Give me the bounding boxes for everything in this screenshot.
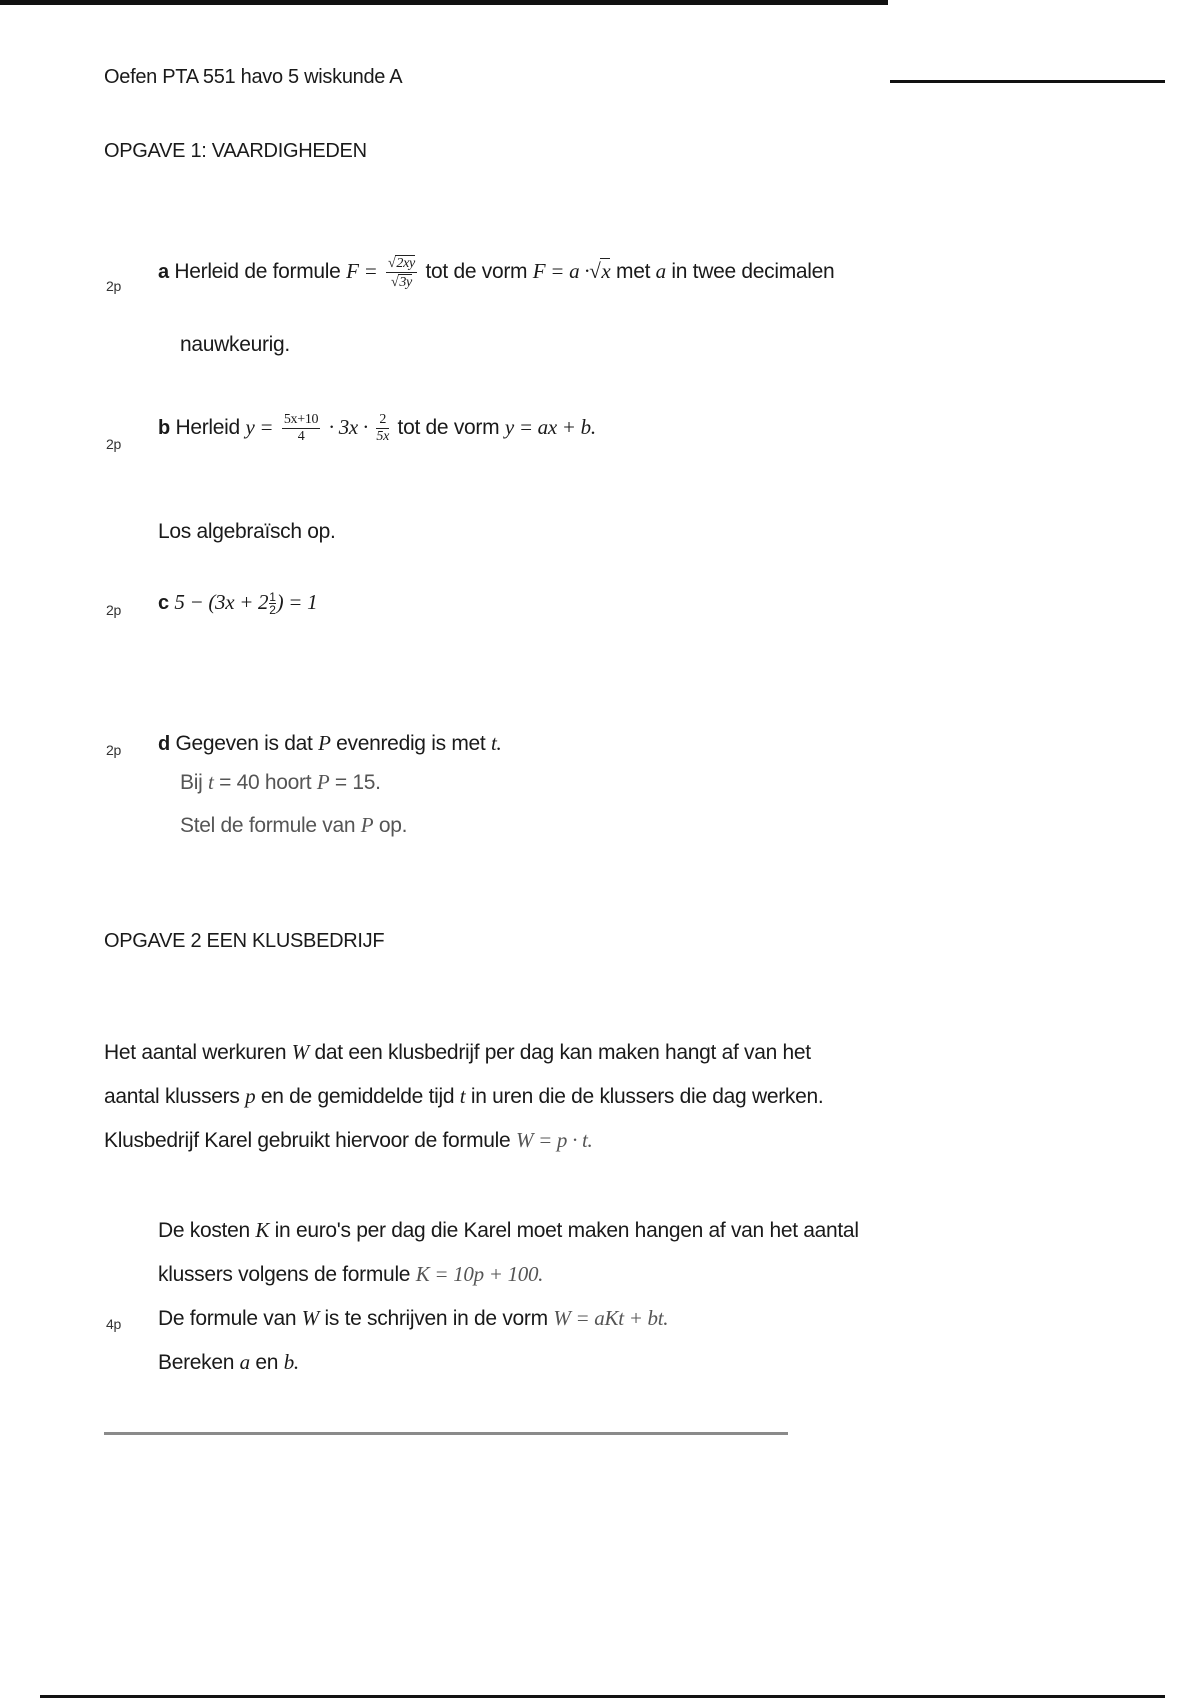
intro-l3a: Klusbedrijf Karel gebruikt hiervoor de formule (104, 1129, 511, 1152)
intro-l1a: Het aantal werkuren (104, 1041, 287, 1064)
q2-l1a: De kosten (158, 1219, 250, 1242)
intro-l2a: aantal klussers (104, 1085, 240, 1108)
question-c-eq-end: ) = 1 (276, 590, 318, 614)
question-d-l2-P: P (316, 770, 330, 794)
question-a-var: a (655, 259, 666, 284)
intro-l1b: dat een klusbedrijf per dag kan maken hangt af van het (314, 1041, 811, 1064)
question-d-l2b: = 40 hoort (219, 771, 312, 794)
question-d-letter: d (158, 733, 170, 755)
question-b-eq2: y = ax + b. (504, 415, 596, 440)
intro-line2 (104, 1084, 823, 1109)
question-b-frac1-num: 5x+10 (282, 412, 320, 429)
question-b-fraction1 (282, 412, 320, 445)
question-c-mixed-fraction (269, 591, 275, 616)
question-c-points: 2p (106, 602, 121, 618)
question-c-letter: c (158, 592, 169, 614)
question-b-frac1-den: 4 (297, 429, 305, 445)
intro-l2c: in uren die de klussers die dag werken. (470, 1085, 824, 1108)
question-a-frac-num: 2xy (396, 256, 415, 271)
question-b-fraction2 (376, 412, 389, 445)
question-b-eq1: y = (245, 415, 274, 440)
question-d-l1b: evenredig is met (336, 732, 486, 755)
q2-l2-formula: K = 10p + 100. (415, 1262, 544, 1286)
q2-l3-formula: W = aKt + bt. (553, 1306, 669, 1330)
question-c-eq-start: 5 − (3x + 2 (174, 590, 269, 614)
q2-l4a: Bereken (158, 1351, 235, 1374)
intro-l2-p: p (245, 1084, 256, 1108)
question-d-l1-t: t. (490, 731, 502, 755)
opgave1-heading: OPGAVE 1: VAARDIGHEDEN (104, 140, 367, 162)
section-divider (104, 1432, 788, 1435)
q2-l1b: in euro's per dag die Karel moet maken hangen af van het aantal (274, 1219, 859, 1242)
q2-l3b: is te schrijven in de vorm (324, 1307, 548, 1330)
q2-l4b: en (255, 1351, 279, 1374)
question-d-points: 2p (106, 742, 121, 758)
question-b-frac2-num: 2 (376, 412, 389, 429)
q2-l2a: klussers volgens de formule (158, 1263, 411, 1286)
question-a-text3: met (616, 260, 651, 284)
question-d-l3-P: P (360, 813, 374, 837)
bottom-border-line (40, 1695, 1165, 1698)
question-a-text1: Herleid de formule (174, 260, 341, 284)
instruction-text: Los algebraïsch op. (158, 520, 336, 543)
question-c-mixed-den: 2 (269, 602, 276, 617)
question-a-frac-den: 3y (399, 275, 412, 291)
question-a-eq1: F = (346, 259, 378, 284)
intro-l1-W: W (291, 1040, 309, 1064)
question2-line2 (158, 1262, 543, 1287)
question-d-l2-t: t (208, 770, 214, 794)
question-b-frac2-den: 5x (376, 429, 389, 445)
question-a-letter: a (158, 261, 169, 284)
question-d-line1 (158, 731, 501, 756)
question-d-l1a: Gegeven is dat (175, 732, 313, 755)
q2-l4-b: b. (283, 1350, 299, 1374)
question-a-sqrt-arg: x (601, 259, 611, 284)
question-c-mixed-num: 1 (269, 589, 276, 604)
question-b-text2: tot de vorm (397, 416, 500, 440)
question-a-text4: in twee decimalen (671, 260, 835, 284)
question-b-points: 2p (106, 436, 121, 452)
question2-line1 (158, 1218, 859, 1243)
question-b-text1: Herleid (175, 416, 240, 440)
opgave2-heading: OPGAVE 2 EEN KLUSBEDRIJF (104, 930, 385, 952)
question-d-line3 (180, 813, 407, 838)
question-a-fraction: $\frac{√2xy}{√3y}$ (388, 256, 415, 291)
question2-line3 (158, 1306, 668, 1331)
intro-l2b: en de gemiddelde tijd (260, 1085, 455, 1108)
question-a-line2: nauwkeurig. (180, 333, 290, 356)
intro-line1 (104, 1040, 811, 1065)
q2-l3a: De formule van (158, 1307, 297, 1330)
question-b (158, 412, 596, 445)
intro-l2-t: t (459, 1084, 466, 1108)
question-d-l2a: Bij (180, 771, 203, 794)
intro-l3-formula: W = p · t. (515, 1128, 593, 1152)
header-name-line (890, 80, 1165, 83)
question-d-l2c: = 15. (334, 771, 381, 794)
page-title: Oefen PTA 551 havo 5 wiskunde A (104, 66, 403, 88)
question-d-l3a: Stel de formule van (180, 814, 356, 837)
question-c (158, 590, 317, 616)
question-a-text2: tot de vorm (425, 260, 528, 284)
question-b-letter: b (158, 417, 170, 440)
question-d-line2 (180, 770, 381, 795)
question2-points: 4p (106, 1316, 121, 1332)
q2-l3-W: W (301, 1306, 319, 1330)
question-a-points: 2p (106, 278, 121, 294)
q2-l4-a: a (239, 1350, 250, 1374)
question-d-l1-P: P (318, 731, 331, 755)
intro-line3 (104, 1128, 592, 1153)
question-b-mid: · 3x · (328, 415, 368, 440)
q2-l1-K: K (255, 1218, 270, 1242)
question2-line4 (158, 1350, 299, 1375)
top-border-line (0, 0, 888, 5)
question-a: a Herleid de formule F = $\frac{√2xy}{√3y}$ tot de vorm F = a ·√x met a in twee decimalen (158, 256, 835, 291)
question-a-eq2: F = a · (532, 259, 590, 284)
question-d-l3b: op. (378, 814, 408, 837)
